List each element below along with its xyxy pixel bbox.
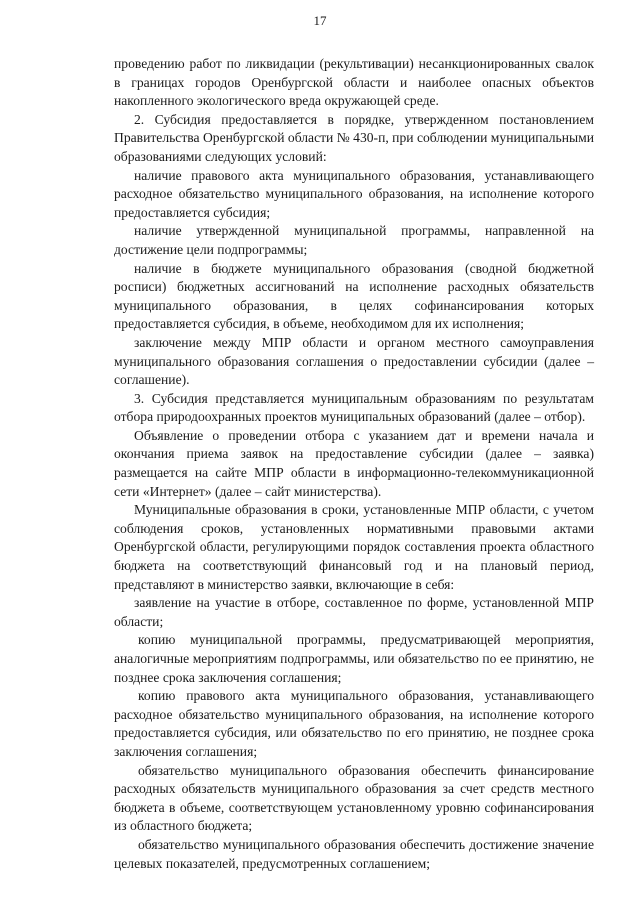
page-number: 17: [313, 13, 327, 28]
paragraph-12: копию правового акта муниципального образования, устанавливающего расходное обязательство муниципального образования, на исполнение которого предоставляется субсидия, или обязательство по его принятию, не позднее срока заключения соглашения;: [114, 688, 594, 759]
document-body: [114, 55, 594, 873]
paragraph-14: обязательство муниципального образования обеспечить достижение значение целевых показателей, предусмотренных соглашением;: [114, 836, 594, 871]
paragraph-5: наличие в бюджете муниципального образования (сводной бюджетной росписи) бюджетных ассигнований на исполнение расходных обязательств муниципального образования, в целях софинансирования которых предоставляется субсидия, в объеме, необходимом для их исполнения;: [114, 260, 594, 332]
paragraph-2: 2. Субсидия предоставляется в порядке, утвержденном постановлением Правительства Оренбургской области № 430-п, при соблюдении муниципальными образованиями следующих условий:: [114, 111, 594, 164]
paragraph-10: заявление на участие в отборе, составленное по форме, установленной МПР области;: [114, 595, 594, 629]
paragraph-9: Муниципальные образования в сроки, установленные МПР области, с учетом соблюдения сроков, установленных нормативными правовыми актами Оренбургской области, регулирующими порядок составления проекта областного бюджета на соответствующий финансовый год и на плановый период, представляют в министерство заявки, включающие в себя:: [114, 502, 594, 592]
paragraph-3: наличие правового акта муниципального образования, устанавливающего расходное обязательство муниципального образования, на исполнение которого предоставляется субсидия;: [114, 167, 594, 220]
paragraph-11: копию муниципальной программы, предусматривающей мероприятия, аналогичные мероприятиям подпрограммы, или обязательство по ее принятию, не позднее срока заключения соглашения;: [114, 632, 594, 685]
paragraph-13: обязательство муниципального образования обеспечить финансирование расходных обязательств муниципального образования за счет средств местного бюджета в объеме, соответствующем установленному уровню софинансирования из областного бюджета;: [114, 762, 594, 834]
paragraph-8: Объявление о проведении отбора с указанием дат и времени начала и окончания приема заявок на предоставление субсидии (далее – заявка) размещается на сайте МПР области в информационно-телекоммуникационной сети «Интернет» (далее – сайт министерства).: [114, 427, 594, 499]
paragraph-6: заключение между МПР области и органом местного самоуправления муниципального образования соглашения о предоставлении субсидии (далее – соглашение).: [114, 334, 594, 388]
paragraph-4: наличие утвержденной муниципальной программы, направленной на достижение цели подпрограммы;: [114, 223, 594, 257]
paragraph-7: 3. Субсидия представляется муниципальным образованиям по результатам отбора природоохранных проектов муниципальных образований (далее – отбор).: [114, 390, 594, 425]
paragraph-1: проведению работ по ликвидации (рекультивации) несанкционированных свалок в границах городов Оренбургской области и наиболее опасных объектов накопленного экологического вреда окружающей среде.: [114, 56, 594, 109]
